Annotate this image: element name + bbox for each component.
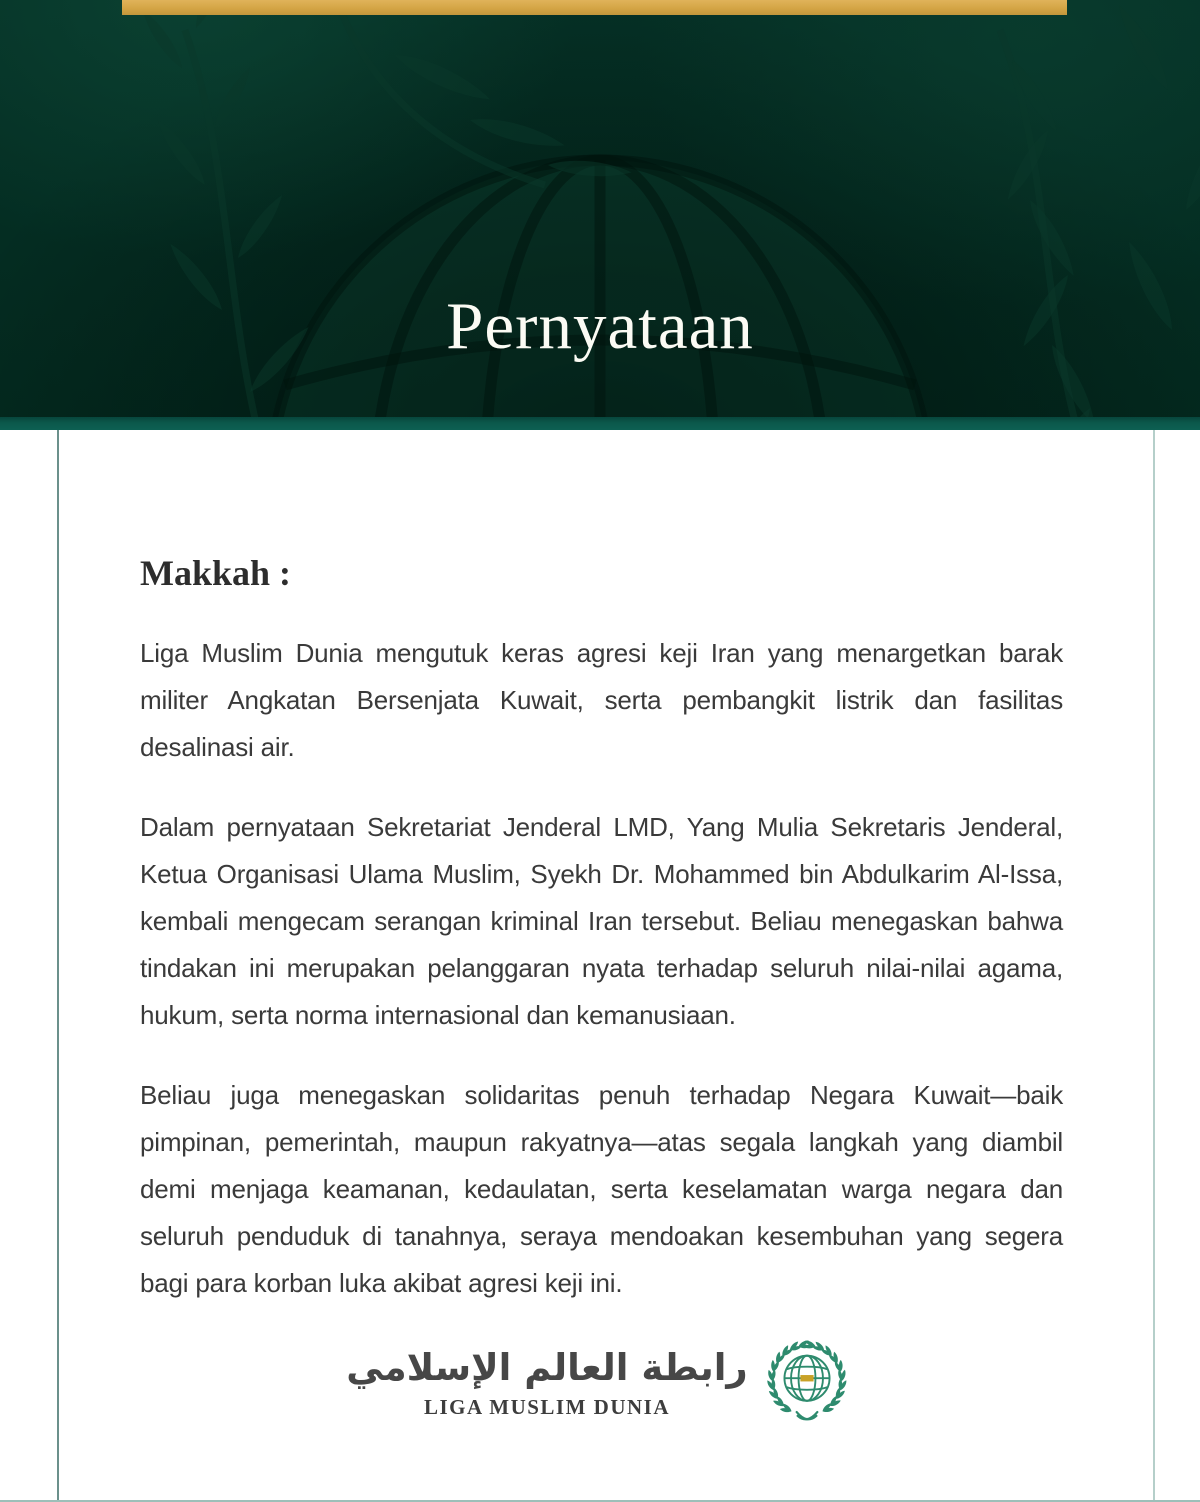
organization-name: LIGA MUSLIM DUNIA xyxy=(423,1394,671,1419)
logo-text-block xyxy=(346,1344,747,1419)
kaaba-gold-mark xyxy=(800,1375,813,1381)
header-banner xyxy=(0,0,1200,417)
gold-accent-bar xyxy=(122,0,1067,15)
mwl-arabic-calligraphy: رابطة العالم الإسلامي xyxy=(346,1346,748,1390)
globe-in-laurel-wreath-icon xyxy=(760,1335,854,1429)
statement-paragraph: Dalam pernyataan Sekretariat Jenderal LMD, Yang Mulia Sekretaris Jenderal, Ketua Organisasi Ulama Muslim, Syekh Dr. Mohammed bin Abdulkarim Al-Issa, kembali mengecam serangan kriminal Iran tersebut. Beliau menegaskan bahwa tindakan ini merupakan pelanggaran nyata terhadap seluruh nilai-nilai agama, hukum, serta norma internasional dan kemanusiaan. xyxy=(140,812,1063,1030)
page-title: Pernyataan xyxy=(446,289,754,363)
location-heading: Makkah : xyxy=(140,553,292,593)
statement-text-column xyxy=(140,552,1063,1340)
statement-paragraph: Liga Muslim Dunia mengutuk keras agresi keji Iran yang menargetkan barak militer Angkatan Bersenjata Kuwait, serta pembangkit listrik dan fasilitas desalinasi air. xyxy=(140,638,1063,762)
statement-paragraph: Beliau juga menegaskan solidaritas penuh terhadap Negara Kuwait—baik pimpinan, pemerintah, maupun rakyatnya—atas segala langkah yang diambil demi menjaga keamanan, kedaulatan, serta keselamatan warga negara dan seluruh penduduk di tanahnya, seraya mendoakan kesembuhan yang segera bagi para korban luka akibat agresi keji ini. xyxy=(140,1080,1063,1298)
statement-body xyxy=(0,430,1200,1502)
teal-divider-strip xyxy=(0,417,1200,430)
organization-logo xyxy=(0,1335,1200,1429)
